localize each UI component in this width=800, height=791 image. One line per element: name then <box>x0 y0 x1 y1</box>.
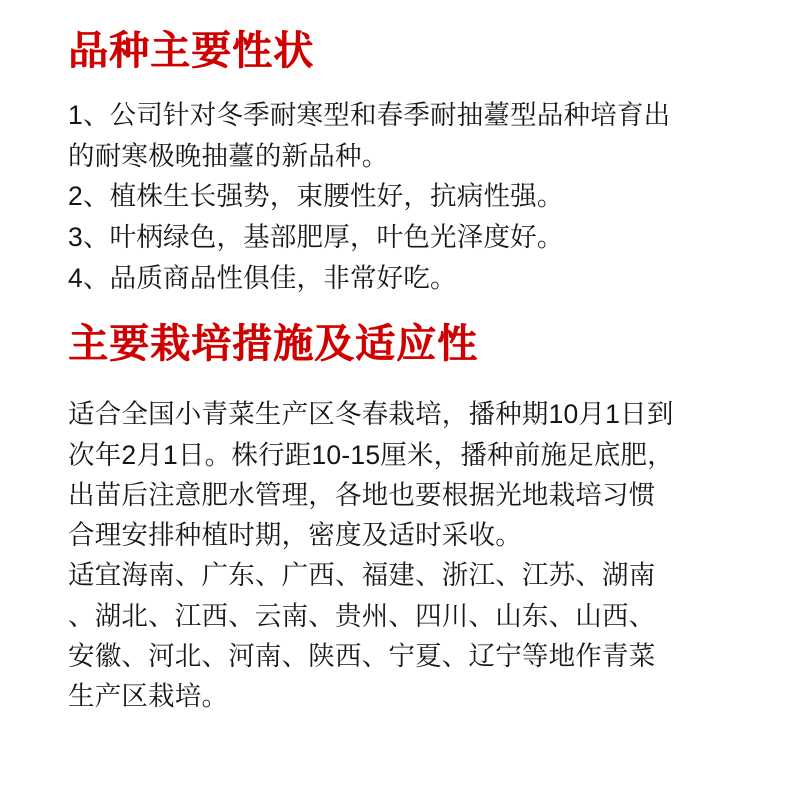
paragraph-line: 适宜海南、广东、广西、福建、浙江、江苏、湖南 <box>68 560 656 591</box>
paragraph-line: 生产区栽培。 <box>68 680 229 711</box>
paragraph-line: 出苗后注意肥水管理，各地也要根据光地栽培习惯 <box>68 479 656 510</box>
list-item: 3、叶柄绿色，基部肥厚，叶色光泽度好。 <box>68 222 564 253</box>
list-item: 1、公司针对冬季耐寒型和春季耐抽薹型品种培育出 <box>68 100 671 130</box>
list-item: 2、植株生长强势，束腰性好，抗病性强。 <box>68 181 564 212</box>
paragraph-line: 次年2月1日。株行距10-15厘米，播种前施足底肥， <box>68 439 674 470</box>
paragraph-line: 合理安排种植时期，密度及适时采收。 <box>68 520 522 551</box>
section-heading-variety-traits: 品种主要性状 <box>68 29 314 73</box>
section-heading-cultivation-measures: 主要栽培措施及适应性 <box>68 322 478 367</box>
list-item: 4、品质商品性俱佳，非常好吃。 <box>68 262 457 293</box>
list-item: 的耐寒极晚抽薹的新品种。 <box>68 140 389 171</box>
paragraph-line: 、湖北、江西、云南、贵州、四川、山东、山西、 <box>68 600 656 631</box>
paragraph-line: 安徽、河北、河南、陕西、宁夏、辽宁等地作青菜 <box>68 640 656 671</box>
suitable-regions-paragraph <box>68 556 738 716</box>
variety-traits-list <box>68 96 738 297</box>
cultivation-paragraph <box>68 395 738 555</box>
paragraph-line: 适合全国小青菜生产区冬春栽培，播种期10月1日到 <box>68 399 674 430</box>
